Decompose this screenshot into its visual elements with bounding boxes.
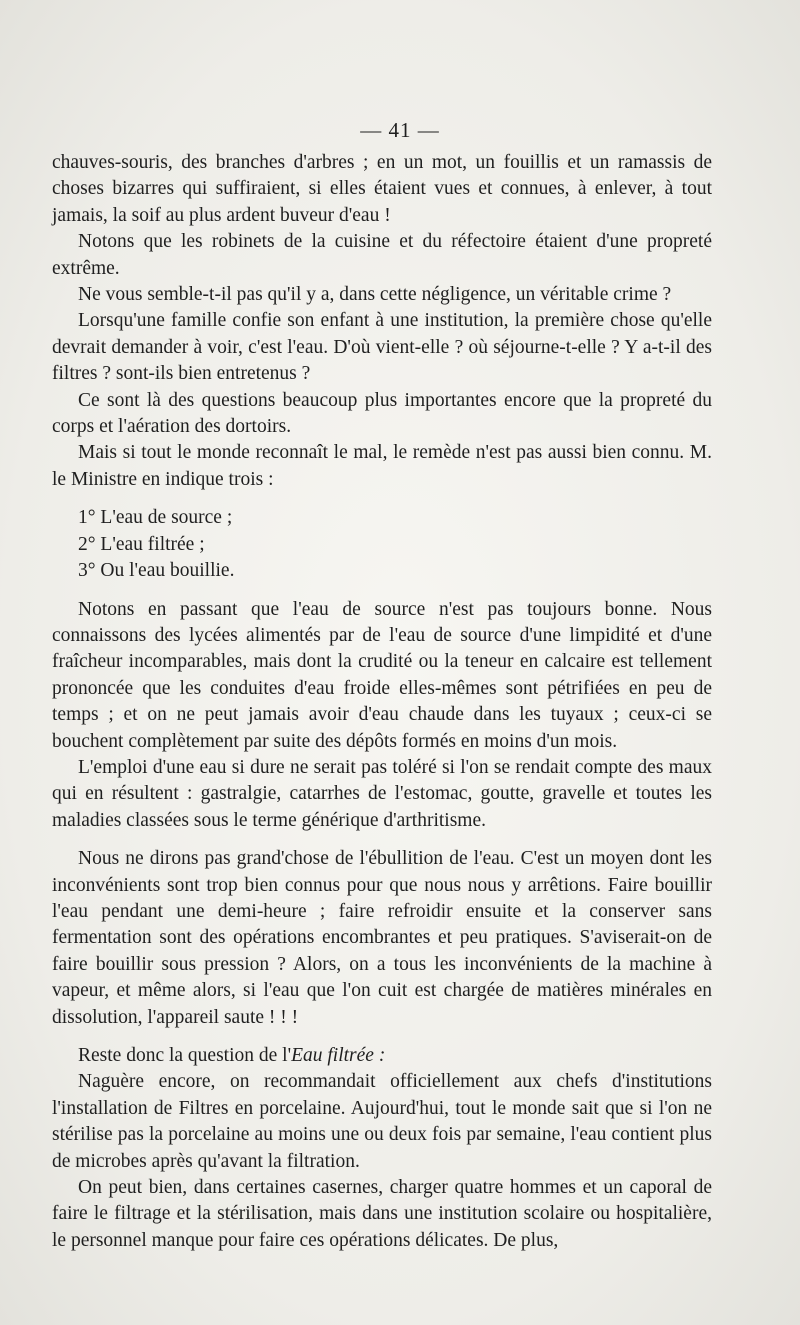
paragraph: On peut bien, dans certaines casernes, charger quatre hommes et un caporal de faire le filtrage et la stérilisation, mais dans une institution scolaire ou hospitalière, le personnel manque pour faire ces opérations délicates. De plus, xyxy=(52,1177,712,1251)
list-item: 2° L'eau filtrée ; xyxy=(78,533,205,555)
paragraph: Notons que les robinets de la cuisine et du réfectoire étaient d'une propreté extrême. xyxy=(52,231,712,279)
paragraph-heading-text: Reste donc la question de l' xyxy=(78,1045,292,1066)
paragraph: Ce sont là des questions beaucoup plus importantes encore que la propreté du corps et l'aération des dortoirs. xyxy=(52,389,712,438)
paragraph-heading xyxy=(52,1043,712,1069)
page-number: — 41 — xyxy=(360,118,440,142)
paragraph: Naguère encore, on recommandait officiellement aux chefs d'institutions l'installation de Filtres en porcelaine. Aujourd'hui, tout le monde sait que si l'on ne stérilise pas la porcelaine au moins une ou deux fois par semaine, l'eau contient plus de microbes après qu'avant la filtration. xyxy=(52,1071,712,1172)
paragraph: L'emploi d'une eau si dure ne serait pas toléré si l'on se rendait compte des maux qui en résultent : gastralgie, catarrhes de l'estomac, goutte, gravelle et toutes les maladies classées sous le terme générique d'arthritisme. xyxy=(52,756,712,831)
page-body xyxy=(52,150,712,1254)
paragraph-heading-italic: Eau filtrée : xyxy=(291,1045,386,1066)
paragraph: Nous ne dirons pas grand'chose de l'ébullition de l'eau. C'est un moyen dont les inconvénients sont trop bien connus pour que nous nous y arrêtions. Faire bouillir l'eau pendant une demi-heure ; faire refroidir ensuite et la conserver sans fermentation sont des opérations encombrantes et peu pratiques. S'aviserait-on de faire bouillir sous pression ? Alors, on a tous les inconvénients de la machine à vapeur, et même alors, si l'eau que l'on cuit est chargée de matières minérales en dissolution, l'appareil saute ! ! ! xyxy=(52,848,712,1028)
paragraph: Lorsqu'une famille confie son enfant à une institution, la première chose qu'elle devrait demander à voir, c'est l'eau. D'où vient-elle ? où séjourne-t-elle ? Y a-t-il des filtres ? sont-ils bien entretenus ? xyxy=(52,310,712,385)
paragraph-continuation: chauves-souris, des branches d'arbres ; en un mot, un fouillis et un ramassis de choses bizarres qui suffiraient, si elles étaient vues et connues, à enlever, à tout jamais, la soif au plus ardent buveur d'eau ! xyxy=(52,152,712,226)
paragraph: Mais si tout le monde reconnaît le mal, le remède n'est pas aussi bien connu. M. le Ministre en indique trois : xyxy=(52,442,712,490)
paragraph: Notons en passant que l'eau de source n'est pas toujours bonne. Nous connaissons des lycées alimentés par de l'eau de source d'une limpidité et d'une fraîcheur incomparables, mais dont la crudité ou la teneur en calcaire est tellement prononcée que les conduites d'eau froide elles-mêmes sont pétrifiées en peu de temps ; et on ne peut jamais avoir d'eau chaude dans les tuyaux ; ceux-ci se bouchent complètement par suite des dépôts formés en moins d'un mois. xyxy=(52,598,712,752)
paragraph: Ne vous semble-t-il pas qu'il y a, dans cette négligence, un véritable crime ? xyxy=(78,284,672,306)
list-item: 3° Ou l'eau bouillie. xyxy=(78,560,235,582)
list-item: 1° L'eau de source ; xyxy=(78,507,233,529)
